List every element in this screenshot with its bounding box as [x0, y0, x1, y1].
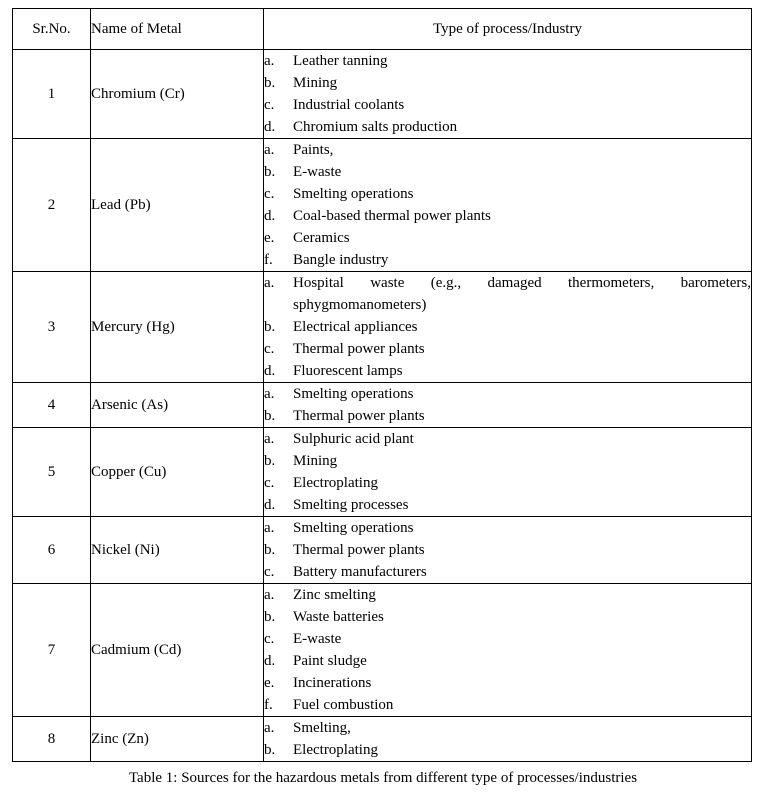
- table-row: [13, 272, 752, 383]
- list-item-marker: a.: [264, 587, 275, 603]
- process-cell: [264, 584, 752, 717]
- list-item: [264, 183, 751, 205]
- header-row: [13, 9, 752, 50]
- list-item-text: Mining: [293, 453, 338, 469]
- list-item-text: Paints,: [293, 142, 334, 158]
- list-item: [264, 739, 751, 761]
- list-item: [264, 584, 751, 606]
- list-item-marker: c.: [264, 341, 275, 357]
- list-item-marker: d.: [264, 208, 276, 224]
- process-cell: [264, 383, 752, 428]
- list-item-marker: a.: [264, 431, 275, 447]
- process-cell: [264, 517, 752, 584]
- list-item-text: Electroplating: [293, 742, 378, 758]
- table-row: [13, 50, 752, 139]
- list-item-text: Incinerations: [293, 675, 372, 691]
- list-item-marker: b.: [264, 609, 276, 625]
- list-item-marker: b.: [264, 542, 276, 558]
- list-item: [264, 316, 751, 338]
- sr-no-cell: 1: [13, 50, 91, 139]
- metal-name-cell: Nickel (Ni): [91, 517, 264, 584]
- sr-no-cell: 2: [13, 139, 91, 272]
- list-item: [264, 428, 751, 450]
- list-item: [264, 360, 751, 382]
- process-cell: [264, 428, 752, 517]
- process-cell: [264, 717, 752, 762]
- list-item-text: Sulphuric acid plant: [293, 431, 414, 447]
- list-item: [264, 539, 751, 561]
- list-item: [264, 205, 751, 227]
- metal-name-cell: Lead (Pb): [91, 139, 264, 272]
- list-item-marker: c.: [264, 564, 275, 580]
- list-item: [264, 628, 751, 650]
- list-item-text: Smelting,: [293, 720, 351, 736]
- process-cell: [264, 272, 752, 383]
- list-item-marker: d.: [264, 119, 276, 135]
- list-item: [264, 650, 751, 672]
- list-item: [264, 72, 751, 94]
- list-item-text: Smelting processes: [293, 497, 409, 513]
- list-item-marker: d.: [264, 653, 276, 669]
- list-item-text: Zinc smelting: [293, 587, 376, 603]
- table-caption: Table 1: Sources for the hazardous metals from different type of processes/industries: [128, 770, 638, 786]
- list-item-marker: b.: [264, 453, 276, 469]
- list-item-text: Chromium salts production: [293, 119, 458, 135]
- list-item-text: Electrical appliances: [293, 319, 418, 335]
- list-item-marker: c.: [264, 97, 275, 113]
- list-item: [264, 717, 751, 739]
- sr-no-cell: 4: [13, 383, 91, 428]
- list-item-text: E-waste: [293, 631, 342, 647]
- list-item-text: Mining: [293, 75, 338, 91]
- sr-no-cell: 7: [13, 584, 91, 717]
- list-item-marker: a.: [264, 275, 275, 291]
- process-cell: [264, 50, 752, 139]
- list-item: [264, 227, 751, 249]
- list-item: [264, 161, 751, 183]
- list-item-text: Smelting operations: [293, 386, 414, 402]
- list-item-text: Fuel combustion: [293, 697, 394, 713]
- list-item: [264, 338, 751, 360]
- header-process: Type of process/Industry: [264, 9, 752, 50]
- list-item-marker: d.: [264, 497, 276, 513]
- list-item-marker: b.: [264, 75, 276, 91]
- metal-name-cell: Mercury (Hg): [91, 272, 264, 383]
- list-item: [264, 405, 751, 427]
- list-item-text: Paint sludge: [293, 653, 367, 669]
- list-item: [264, 472, 751, 494]
- sr-no-cell: 5: [13, 428, 91, 517]
- list-item-text: Industrial coolants: [293, 97, 405, 113]
- list-item-marker: c.: [264, 475, 275, 491]
- list-item-marker: b.: [264, 319, 276, 335]
- list-item-marker: a.: [264, 53, 275, 69]
- table-row: [13, 584, 752, 717]
- list-item: [264, 606, 751, 628]
- sr-no-cell: 8: [13, 717, 91, 762]
- metal-name-cell: Cadmium (Cd): [91, 584, 264, 717]
- list-item: [264, 450, 751, 472]
- table-row: [13, 428, 752, 517]
- list-item-text: Thermal power plants: [293, 341, 425, 357]
- list-item-marker: b.: [264, 742, 276, 758]
- list-item-text: Leather tanning: [293, 53, 388, 69]
- metal-name-cell: Copper (Cu): [91, 428, 264, 517]
- list-item-marker: f.: [264, 697, 273, 713]
- sr-no-cell: 3: [13, 272, 91, 383]
- list-item: [264, 50, 751, 72]
- table-row: [13, 517, 752, 584]
- metal-name-cell: Chromium (Cr): [91, 50, 264, 139]
- list-item-marker: b.: [264, 408, 276, 424]
- list-item-text: Electroplating: [293, 475, 378, 491]
- list-item-text: Thermal power plants: [293, 542, 425, 558]
- list-item-marker: a.: [264, 386, 275, 402]
- list-item-marker: b.: [264, 164, 276, 180]
- list-item-marker: c.: [264, 631, 275, 647]
- list-item-text: Waste batteries: [293, 609, 384, 625]
- list-item-text: Thermal power plants: [293, 408, 425, 424]
- list-item: [264, 561, 751, 583]
- header-metal-name: Name of Metal: [91, 9, 264, 50]
- list-item-text: E-waste: [293, 164, 342, 180]
- list-item: [264, 694, 751, 716]
- list-item-text: Smelting operations: [293, 520, 414, 536]
- process-cell: [264, 139, 752, 272]
- sr-no-cell: 6: [13, 517, 91, 584]
- list-item-text: Battery manufacturers: [293, 564, 427, 580]
- list-item-text: Bangle industry: [293, 252, 389, 268]
- list-item-marker: e.: [264, 230, 275, 246]
- list-item-text: Coal-based thermal power plants: [293, 208, 491, 224]
- metal-name-cell: Arsenic (As): [91, 383, 264, 428]
- list-item: [264, 116, 751, 138]
- list-item: [264, 383, 751, 405]
- table-row: [13, 139, 752, 272]
- list-item-text: Smelting operations: [293, 186, 414, 202]
- list-item: [264, 517, 751, 539]
- metal-name-cell: Zinc (Zn): [91, 717, 264, 762]
- list-item-marker: e.: [264, 675, 275, 691]
- list-item-marker: f.: [264, 252, 273, 268]
- list-item: [264, 272, 751, 316]
- list-item: [264, 249, 751, 271]
- list-item-marker: a.: [264, 520, 275, 536]
- table-body: [13, 50, 752, 762]
- list-item-marker: d.: [264, 363, 276, 379]
- list-item-text: Hospital waste (e.g., damaged thermometers, barometers, sphygmomanometers): [293, 275, 751, 313]
- metals-table: [12, 8, 752, 762]
- list-item-text: Fluorescent lamps: [293, 363, 403, 379]
- list-item: [264, 672, 751, 694]
- list-item-marker: a.: [264, 720, 275, 736]
- header-sr-no: Sr.No.: [13, 9, 91, 50]
- list-item-marker: c.: [264, 186, 275, 202]
- list-item: [264, 94, 751, 116]
- table-row: [13, 717, 752, 762]
- table-row: [13, 383, 752, 428]
- list-item-marker: a.: [264, 142, 275, 158]
- list-item-text: Ceramics: [293, 230, 350, 246]
- list-item: [264, 494, 751, 516]
- list-item: [264, 139, 751, 161]
